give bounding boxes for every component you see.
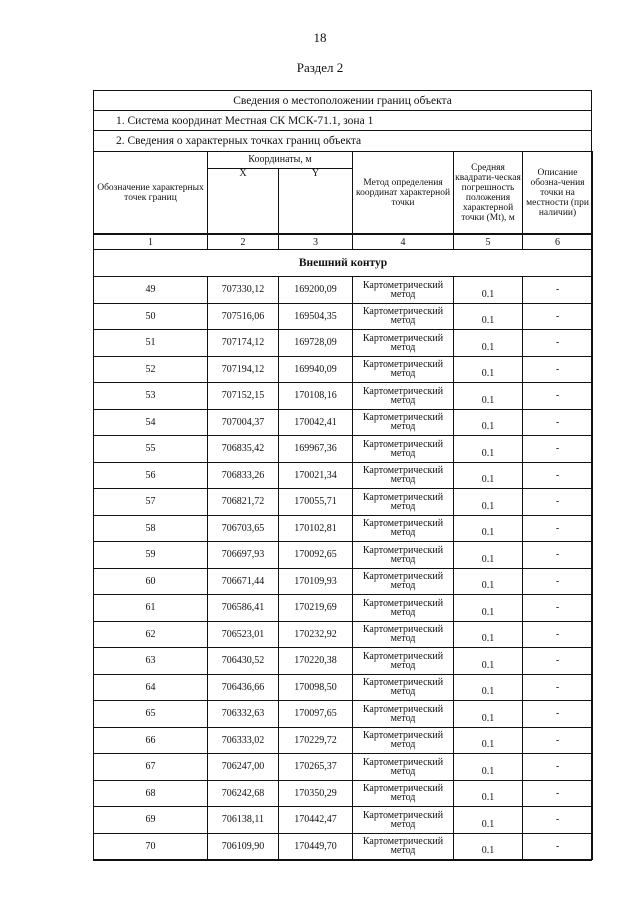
method-cell: Картометрический метод — [353, 754, 454, 781]
description-cell: - — [523, 754, 593, 781]
point-id-cell: 70 — [94, 833, 208, 860]
description-cell: - — [523, 648, 593, 675]
accuracy-cell: 0.1 — [454, 807, 523, 834]
y-coordinate-cell: 170092,65 — [279, 542, 353, 569]
accuracy-cell: 0.1 — [454, 436, 523, 463]
table-row — [94, 409, 593, 436]
x-coordinate-cell: 706138,11 — [208, 807, 279, 834]
accuracy-cell: 0.1 — [454, 356, 523, 383]
column-number-row — [94, 234, 593, 250]
x-coordinate-cell: 706833,26 — [208, 462, 279, 489]
boundary-info-sheet — [93, 90, 592, 861]
method-cell: Картометрический метод — [353, 462, 454, 489]
x-coordinate-cell: 706332,63 — [208, 701, 279, 728]
point-id-cell: 60 — [94, 568, 208, 595]
x-coordinate-cell: 706109,90 — [208, 833, 279, 860]
method-cell: Картометрический метод — [353, 515, 454, 542]
header-accuracy: Средняя квадрати-ческая погрешность положения характерной точки (Mt), м — [454, 152, 523, 235]
accuracy-cell: 0.1 — [454, 383, 523, 410]
method-cell: Картометрический метод — [353, 330, 454, 357]
point-id-cell: 50 — [94, 303, 208, 330]
accuracy-cell: 0.1 — [454, 568, 523, 595]
accuracy-cell: 0.1 — [454, 621, 523, 648]
x-coordinate-cell: 706430,52 — [208, 648, 279, 675]
table-row — [94, 621, 593, 648]
description-cell: - — [523, 701, 593, 728]
points-info-line: 2. Сведения о характерных точках границ объекта — [116, 135, 362, 147]
accuracy-cell: 0.1 — [454, 462, 523, 489]
x-coordinate-cell: 707516,06 — [208, 303, 279, 330]
accuracy-cell: 0.1 — [454, 595, 523, 622]
table-row — [94, 436, 593, 463]
description-cell: - — [523, 568, 593, 595]
y-coordinate-cell: 170265,37 — [279, 754, 353, 781]
x-coordinate-cell: 706586,41 — [208, 595, 279, 622]
description-cell: - — [523, 674, 593, 701]
method-cell: Картометрический метод — [353, 807, 454, 834]
table-row — [94, 515, 593, 542]
y-coordinate-cell: 170232,92 — [279, 621, 353, 648]
column-number: 4 — [353, 234, 454, 250]
accuracy-cell: 0.1 — [454, 303, 523, 330]
description-cell: - — [523, 807, 593, 834]
description-cell: - — [523, 489, 593, 516]
x-coordinate-cell: 706436,66 — [208, 674, 279, 701]
table-row — [94, 648, 593, 675]
y-coordinate-cell: 170449,70 — [279, 833, 353, 860]
x-coordinate-cell: 707194,12 — [208, 356, 279, 383]
description-cell: - — [523, 409, 593, 436]
y-coordinate-cell: 169200,09 — [279, 277, 353, 304]
column-number: 3 — [279, 234, 353, 250]
header-method: Метод определения координат характерной точки — [353, 152, 454, 235]
x-coordinate-cell: 706821,72 — [208, 489, 279, 516]
table-row — [94, 674, 593, 701]
method-cell: Картометрический метод — [353, 409, 454, 436]
description-cell: - — [523, 833, 593, 860]
method-cell: Картометрический метод — [353, 674, 454, 701]
method-cell: Картометрический метод — [353, 356, 454, 383]
column-number: 1 — [94, 234, 208, 250]
accuracy-cell: 0.1 — [454, 489, 523, 516]
description-cell: - — [523, 383, 593, 410]
accuracy-cell: 0.1 — [454, 277, 523, 304]
table-row — [94, 303, 593, 330]
point-id-cell: 69 — [94, 807, 208, 834]
point-id-cell: 67 — [94, 754, 208, 781]
description-cell: - — [523, 436, 593, 463]
x-coordinate-cell: 706247,00 — [208, 754, 279, 781]
description-cell: - — [523, 780, 593, 807]
method-cell: Картометрический метод — [353, 833, 454, 860]
table-row — [94, 807, 593, 834]
x-coordinate-cell: 706242,68 — [208, 780, 279, 807]
point-id-cell: 68 — [94, 780, 208, 807]
column-number: 2 — [208, 234, 279, 250]
accuracy-cell: 0.1 — [454, 648, 523, 675]
table-row — [94, 330, 593, 357]
description-cell: - — [523, 330, 593, 357]
table-row — [94, 727, 593, 754]
method-cell: Картометрический метод — [353, 701, 454, 728]
description-cell: - — [523, 356, 593, 383]
header-coordinates: Координаты, м — [208, 152, 353, 169]
method-cell: Картометрический метод — [353, 542, 454, 569]
x-coordinate-cell: 706671,44 — [208, 568, 279, 595]
table-row — [94, 568, 593, 595]
method-cell: Картометрический метод — [353, 303, 454, 330]
x-coordinate-cell: 706523,01 — [208, 621, 279, 648]
y-coordinate-cell: 170220,38 — [279, 648, 353, 675]
group-label: Внешний контур — [94, 250, 593, 277]
description-cell: - — [523, 727, 593, 754]
y-coordinate-cell: 170219,69 — [279, 595, 353, 622]
point-id-cell: 55 — [94, 436, 208, 463]
method-cell: Картометрический метод — [353, 780, 454, 807]
y-coordinate-cell: 170042,41 — [279, 409, 353, 436]
description-cell: - — [523, 277, 593, 304]
description-cell: - — [523, 621, 593, 648]
x-coordinate-cell: 706697,93 — [208, 542, 279, 569]
method-cell: Картометрический метод — [353, 489, 454, 516]
point-id-cell: 65 — [94, 701, 208, 728]
header-x: X — [208, 169, 279, 235]
x-coordinate-cell: 706333,02 — [208, 727, 279, 754]
table-row — [94, 489, 593, 516]
table-title: Сведения о местоположении границ объекта — [94, 91, 591, 111]
point-id-cell: 52 — [94, 356, 208, 383]
point-id-cell: 64 — [94, 674, 208, 701]
point-id-cell: 56 — [94, 462, 208, 489]
point-id-cell: 49 — [94, 277, 208, 304]
accuracy-cell: 0.1 — [454, 701, 523, 728]
y-coordinate-cell: 170108,16 — [279, 383, 353, 410]
table-row — [94, 595, 593, 622]
y-coordinate-cell: 170021,34 — [279, 462, 353, 489]
x-coordinate-cell: 706703,65 — [208, 515, 279, 542]
page-number: 18 — [313, 30, 327, 45]
accuracy-cell: 0.1 — [454, 833, 523, 860]
y-coordinate-cell: 170109,93 — [279, 568, 353, 595]
method-cell: Картометрический метод — [353, 727, 454, 754]
method-cell: Картометрический метод — [353, 383, 454, 410]
point-id-cell: 54 — [94, 409, 208, 436]
table-row — [94, 780, 593, 807]
coordinate-system-line: 1. Система координат Местная СК МСК-71.1, зона 1 — [94, 111, 591, 131]
method-cell: Картометрический метод — [353, 595, 454, 622]
header-description: Описание обозна-чения точки на местности (при наличии) — [523, 152, 593, 235]
accuracy-cell: 0.1 — [454, 674, 523, 701]
point-id-cell: 58 — [94, 515, 208, 542]
y-coordinate-cell: 170102,81 — [279, 515, 353, 542]
description-cell: - — [523, 462, 593, 489]
point-id-cell: 53 — [94, 383, 208, 410]
x-coordinate-cell: 706835,42 — [208, 436, 279, 463]
column-number: 6 — [523, 234, 593, 250]
point-id-cell: 57 — [94, 489, 208, 516]
column-number: 5 — [454, 234, 523, 250]
section-title: Раздел 2 — [296, 60, 344, 75]
x-coordinate-cell: 707330,12 — [208, 277, 279, 304]
table-row — [94, 833, 593, 860]
table-row — [94, 462, 593, 489]
y-coordinate-cell: 170350,29 — [279, 780, 353, 807]
table-row — [94, 383, 593, 410]
group-row — [94, 250, 593, 277]
y-coordinate-cell: 170442,47 — [279, 807, 353, 834]
accuracy-cell: 0.1 — [454, 727, 523, 754]
table-row — [94, 754, 593, 781]
y-coordinate-cell: 169967,36 — [279, 436, 353, 463]
description-cell: - — [523, 595, 593, 622]
description-cell: - — [523, 515, 593, 542]
accuracy-cell: 0.1 — [454, 330, 523, 357]
point-id-cell: 51 — [94, 330, 208, 357]
point-id-cell: 61 — [94, 595, 208, 622]
point-id-cell: 63 — [94, 648, 208, 675]
y-coordinate-cell: 170055,71 — [279, 489, 353, 516]
table-row — [94, 277, 593, 304]
accuracy-cell: 0.1 — [454, 780, 523, 807]
y-coordinate-cell: 170229,72 — [279, 727, 353, 754]
point-id-cell: 59 — [94, 542, 208, 569]
x-coordinate-cell: 707174,12 — [208, 330, 279, 357]
table-row — [94, 542, 593, 569]
method-cell: Картометрический метод — [353, 436, 454, 463]
accuracy-cell: 0.1 — [454, 409, 523, 436]
y-coordinate-cell: 170097,65 — [279, 701, 353, 728]
point-id-cell: 62 — [94, 621, 208, 648]
y-coordinate-cell: 170098,50 — [279, 674, 353, 701]
table-row — [94, 356, 593, 383]
description-cell: - — [523, 303, 593, 330]
x-coordinate-cell: 707004,37 — [208, 409, 279, 436]
method-cell: Картометрический метод — [353, 568, 454, 595]
table-row — [94, 701, 593, 728]
point-id-cell: 66 — [94, 727, 208, 754]
header-y: Y — [279, 169, 353, 235]
method-cell: Картометрический метод — [353, 277, 454, 304]
accuracy-cell: 0.1 — [454, 542, 523, 569]
method-cell: Картометрический метод — [353, 621, 454, 648]
accuracy-cell: 0.1 — [454, 754, 523, 781]
description-cell: - — [523, 542, 593, 569]
header-point-label: Обозначение характерных точек границ — [94, 152, 208, 235]
y-coordinate-cell: 169728,09 — [279, 330, 353, 357]
boundary-points-table — [93, 151, 593, 860]
y-coordinate-cell: 169504,35 — [279, 303, 353, 330]
method-cell: Картометрический метод — [353, 648, 454, 675]
accuracy-cell: 0.1 — [454, 515, 523, 542]
x-coordinate-cell: 707152,15 — [208, 383, 279, 410]
y-coordinate-cell: 169940,09 — [279, 356, 353, 383]
